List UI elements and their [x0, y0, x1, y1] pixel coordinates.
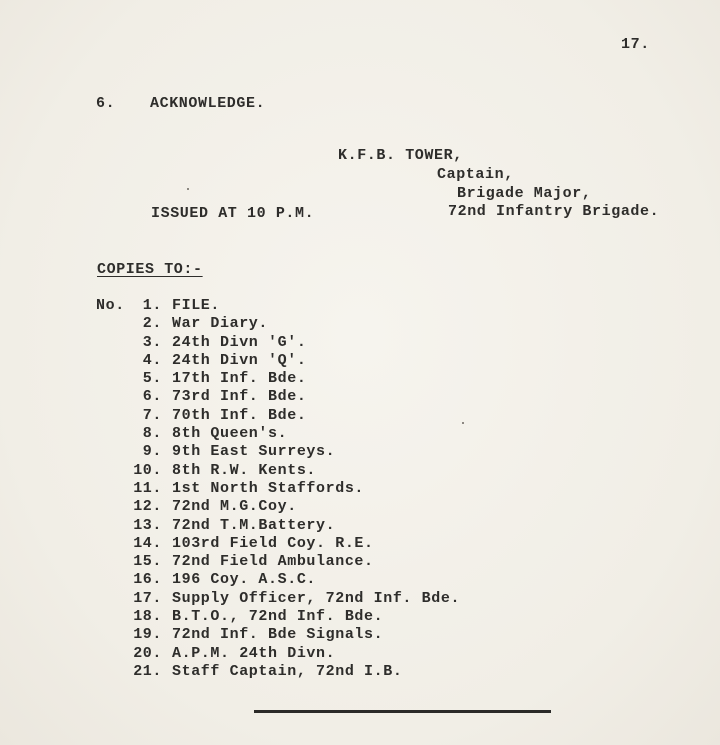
distribution-number: 3.	[142, 333, 162, 351]
signer-name: K.F.B. TOWER,	[338, 147, 463, 164]
signer-rank: Captain,	[437, 166, 514, 183]
distribution-recipient: B.T.O., 72nd Inf. Bde.	[172, 608, 384, 626]
distribution-row	[130, 517, 460, 535]
distribution-recipient: Staff Captain, 72nd I.B.	[172, 662, 403, 680]
distribution-recipient: A.P.M. 24th Divn.	[172, 644, 336, 662]
distribution-row	[130, 553, 460, 571]
distribution-recipient: 24th Divn 'G'.	[172, 333, 307, 351]
distribution-recipient: 17th Inf. Bde.	[172, 370, 307, 388]
distribution-row	[130, 462, 460, 480]
distribution-recipient: FILE.	[172, 297, 221, 314]
distribution-row	[130, 352, 460, 370]
distribution-recipient: 72nd M.G.Coy.	[172, 498, 297, 516]
paper-speck	[187, 188, 189, 190]
distribution-number: 20.	[133, 644, 162, 662]
distribution-recipient: 8th R.W. Kents.	[172, 461, 317, 479]
distribution-number: 12.	[133, 498, 162, 516]
distribution-row	[130, 370, 460, 388]
distribution-row	[130, 480, 460, 498]
distribution-recipient: 72nd Inf. Bde Signals.	[172, 626, 384, 644]
distribution-recipient: 196 Coy. A.S.C.	[172, 571, 317, 589]
item-text: ACKNOWLEDGE.	[150, 95, 266, 112]
issued-line: ISSUED AT 10 P.M.	[151, 205, 315, 222]
distribution-row	[130, 590, 460, 608]
distribution-number: 10.	[133, 461, 162, 479]
distribution-number: 14.	[133, 534, 162, 552]
distribution-number: 11.	[133, 479, 162, 497]
distribution-number: 18.	[133, 608, 162, 626]
closing-rule	[254, 710, 551, 713]
distribution-row	[130, 388, 460, 406]
distribution-row	[130, 334, 460, 352]
distribution-number: 21.	[133, 662, 162, 680]
distribution-recipient: 9th East Surreys.	[172, 443, 336, 461]
distribution-number: 2.	[142, 315, 162, 333]
distribution-row	[130, 535, 460, 553]
distribution-number: 9.	[142, 443, 162, 461]
distribution-recipient: 103rd Field Coy. R.E.	[172, 534, 374, 552]
distribution-recipient: Supply Officer, 72nd Inf. Bde.	[172, 589, 461, 607]
distribution-recipient: War Diary.	[172, 315, 269, 333]
distribution-number: 7.	[142, 406, 162, 424]
distribution-row	[130, 571, 460, 589]
distribution-row	[130, 663, 460, 681]
distribution-row	[130, 315, 460, 333]
distribution-row	[130, 626, 460, 644]
distribution-number: 17.	[133, 589, 162, 607]
signer-role: Brigade Major,	[457, 185, 592, 202]
distribution-list	[130, 297, 460, 681]
distribution-recipient: 24th Divn 'Q'.	[172, 351, 307, 369]
signer-unit: 72nd Infantry Brigade.	[448, 203, 660, 220]
distribution-number: 13.	[133, 516, 162, 534]
page-number: 17.	[621, 36, 650, 53]
distribution-row	[130, 425, 460, 443]
distribution-number: 19.	[133, 626, 162, 644]
distribution-recipient: 72nd Field Ambulance.	[172, 553, 374, 571]
distribution-row	[130, 608, 460, 626]
item-number: 6.	[96, 95, 116, 112]
distribution-number: 4.	[142, 351, 162, 369]
distribution-number: 6.	[142, 388, 162, 406]
distribution-recipient: 8th Queen's.	[172, 425, 288, 443]
distribution-row	[130, 645, 460, 663]
distribution-row	[130, 498, 460, 516]
copies-prefix: No.	[96, 297, 125, 314]
distribution-number: 8.	[142, 425, 162, 443]
distribution-recipient: 1st North Staffords.	[172, 479, 365, 497]
distribution-row	[130, 297, 460, 315]
distribution-row	[130, 407, 460, 425]
distribution-recipient: 70th Inf. Bde.	[172, 406, 307, 424]
distribution-recipient: 73rd Inf. Bde.	[172, 388, 307, 406]
distribution-number: 5.	[142, 370, 162, 388]
distribution-number: 1.	[142, 297, 162, 314]
copies-heading: COPIES TO:-	[97, 261, 203, 278]
distribution-row	[130, 443, 460, 461]
paper-speck	[462, 422, 464, 424]
distribution-recipient: 72nd T.M.Battery.	[172, 516, 336, 534]
distribution-number: 15.	[133, 553, 162, 571]
distribution-number: 16.	[133, 571, 162, 589]
